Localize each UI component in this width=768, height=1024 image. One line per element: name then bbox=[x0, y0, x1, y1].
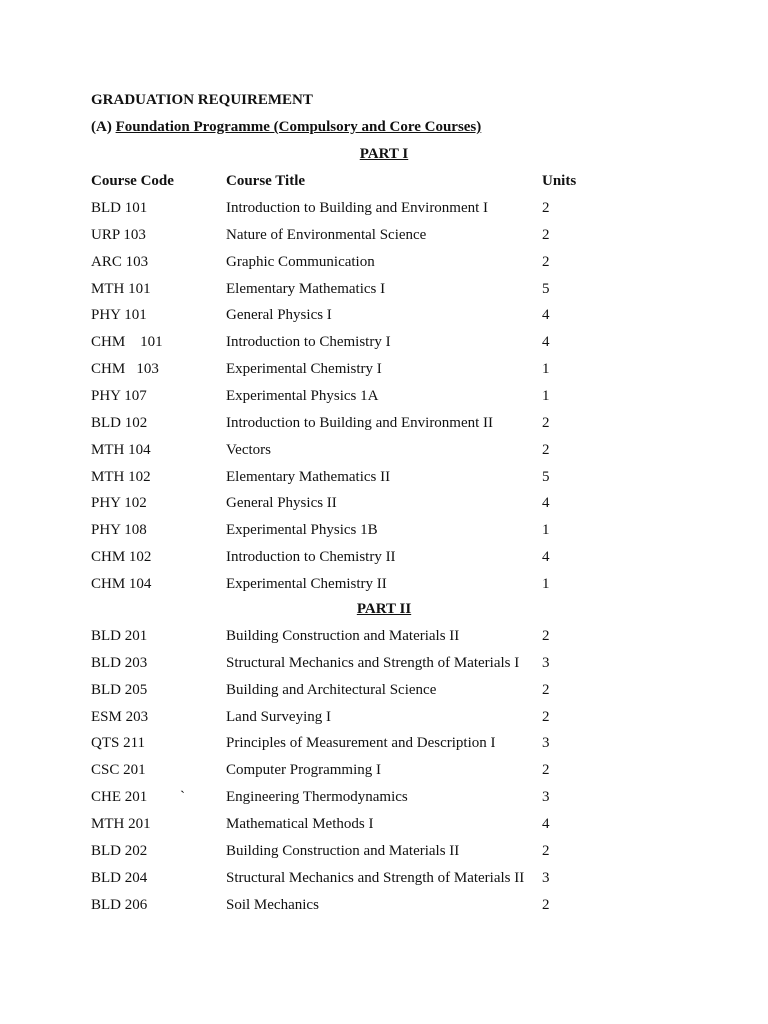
course-units: 3 bbox=[542, 735, 550, 752]
course-code: CHM 101 bbox=[91, 334, 163, 351]
course-title: Structural Mechanics and Strength of Materials II bbox=[226, 869, 525, 886]
course-units: 2 bbox=[542, 762, 550, 779]
course-row bbox=[0, 870, 768, 890]
course-units: 4 bbox=[542, 815, 550, 832]
course-units: 2 bbox=[542, 414, 550, 431]
course-title: General Physics II bbox=[226, 495, 337, 512]
course-title: Vectors bbox=[226, 441, 271, 458]
course-units: 2 bbox=[542, 253, 550, 270]
course-units: 1 bbox=[542, 522, 550, 539]
course-code: PHY 101 bbox=[91, 307, 147, 324]
course-units: 1 bbox=[542, 387, 550, 404]
course-row bbox=[0, 816, 768, 836]
course-title: Mathematical Methods I bbox=[226, 815, 374, 832]
course-row bbox=[0, 442, 768, 462]
course-title: Experimental Chemistry II bbox=[226, 575, 387, 592]
page-title: GRADUATION REQUIREMENT bbox=[91, 92, 313, 108]
course-row bbox=[0, 227, 768, 247]
course-code: MTH 104 bbox=[91, 441, 151, 458]
course-units: 4 bbox=[542, 495, 550, 512]
course-row bbox=[0, 495, 768, 515]
course-code: CHM 102 bbox=[91, 549, 152, 566]
course-title: Principles of Measurement and Description I bbox=[226, 735, 496, 752]
course-code: CHM 104 bbox=[91, 575, 152, 592]
course-units: 5 bbox=[542, 468, 550, 485]
course-code: BLD 204 bbox=[91, 869, 148, 886]
course-row bbox=[0, 549, 768, 569]
course-code: BLD 201 bbox=[91, 628, 148, 644]
course-row bbox=[0, 281, 768, 301]
course-units: 1 bbox=[542, 575, 550, 592]
course-title: Building Construction and Materials II bbox=[226, 842, 460, 859]
course-code: MTH 102 bbox=[91, 468, 151, 485]
part-2-title: PART II bbox=[356, 601, 412, 617]
course-title: Building and Architectural Science bbox=[226, 681, 437, 698]
course-code: BLD 205 bbox=[91, 681, 148, 698]
course-title: Experimental Chemistry I bbox=[226, 361, 382, 378]
table-header-row bbox=[0, 173, 768, 193]
course-title: Experimental Physics 1B bbox=[226, 522, 378, 539]
course-row bbox=[0, 334, 768, 354]
course-units: 3 bbox=[542, 869, 550, 886]
course-row bbox=[0, 307, 768, 327]
course-code: PHY 102 bbox=[91, 495, 147, 512]
course-row bbox=[0, 361, 768, 381]
course-row bbox=[0, 388, 768, 408]
course-units: 5 bbox=[542, 280, 550, 297]
course-row bbox=[0, 200, 768, 220]
course-row bbox=[0, 254, 768, 274]
course-row bbox=[0, 709, 768, 729]
course-code: BLD 203 bbox=[91, 654, 148, 671]
section-heading bbox=[91, 119, 481, 136]
section-title: Foundation Programme (Compulsory and Core Courses) bbox=[115, 119, 482, 135]
course-units: 4 bbox=[542, 549, 550, 566]
course-units: 2 bbox=[542, 681, 550, 698]
course-row bbox=[0, 415, 768, 435]
course-row bbox=[0, 789, 768, 809]
course-row bbox=[0, 576, 768, 596]
section-prefix: (A) bbox=[91, 119, 116, 135]
course-row bbox=[0, 522, 768, 542]
course-units: 1 bbox=[542, 361, 550, 378]
course-title: Introduction to Chemistry I bbox=[226, 334, 391, 351]
course-code: MTH 201 bbox=[91, 815, 151, 832]
course-title: Introduction to Building and Environment I bbox=[226, 200, 489, 216]
course-row bbox=[0, 628, 768, 648]
course-title: Computer Programming I bbox=[226, 762, 381, 779]
course-row bbox=[0, 843, 768, 863]
course-code: URP 103 bbox=[91, 226, 146, 243]
column-header-units: Units bbox=[542, 173, 577, 189]
course-title: Introduction to Building and Environment II bbox=[226, 414, 494, 431]
course-units: 2 bbox=[542, 226, 550, 243]
course-row bbox=[0, 469, 768, 489]
course-code: QTS 211 bbox=[91, 735, 146, 752]
course-units: 4 bbox=[542, 307, 550, 324]
course-units: 2 bbox=[542, 708, 550, 725]
course-row bbox=[0, 735, 768, 755]
course-title: Graphic Communication bbox=[226, 253, 375, 270]
course-units: 2 bbox=[542, 441, 550, 458]
course-units: 2 bbox=[542, 200, 550, 216]
part-1-title: PART I bbox=[359, 146, 409, 162]
course-units: 3 bbox=[542, 654, 550, 671]
course-units: 2 bbox=[542, 896, 550, 913]
course-title: Elementary Mathematics I bbox=[226, 280, 386, 297]
course-code: MTH 101 bbox=[91, 280, 151, 297]
course-title: Introduction to Chemistry II bbox=[226, 549, 396, 566]
course-units: 2 bbox=[542, 628, 550, 644]
course-title: Elementary Mathematics II bbox=[226, 468, 391, 485]
course-row bbox=[0, 655, 768, 675]
course-code: ARC 103 bbox=[91, 253, 149, 270]
column-header-code: Course Code bbox=[91, 173, 174, 189]
course-code: CHE 201 bbox=[91, 789, 148, 806]
course-code: BLD 202 bbox=[91, 842, 148, 859]
course-title: Land Surveying I bbox=[226, 708, 331, 725]
course-title: General Physics I bbox=[226, 307, 332, 324]
course-title: Nature of Environmental Science bbox=[226, 226, 427, 243]
course-units: 2 bbox=[542, 842, 550, 859]
course-code: BLD 101 bbox=[91, 200, 148, 216]
course-code: PHY 107 bbox=[91, 387, 147, 404]
course-code: PHY 108 bbox=[91, 522, 147, 539]
course-code: BLD 206 bbox=[91, 896, 148, 913]
course-row bbox=[0, 897, 768, 917]
course-row bbox=[0, 762, 768, 782]
stray-mark: ` bbox=[180, 789, 185, 806]
course-title: Experimental Physics 1A bbox=[226, 387, 379, 404]
course-title: Structural Mechanics and Strength of Materials I bbox=[226, 654, 520, 671]
course-code: CHM 103 bbox=[91, 361, 159, 378]
course-row bbox=[0, 682, 768, 702]
course-units: 4 bbox=[542, 334, 550, 351]
course-code: CSC 201 bbox=[91, 762, 146, 779]
course-code: ESM 203 bbox=[91, 708, 149, 725]
course-title: Engineering Thermodynamics bbox=[226, 789, 408, 806]
course-units: 3 bbox=[542, 789, 550, 806]
column-header-title: Course Title bbox=[226, 173, 306, 189]
course-code: BLD 102 bbox=[91, 414, 148, 431]
course-title: Soil Mechanics bbox=[226, 896, 319, 913]
course-title: Building Construction and Materials II bbox=[226, 628, 460, 644]
